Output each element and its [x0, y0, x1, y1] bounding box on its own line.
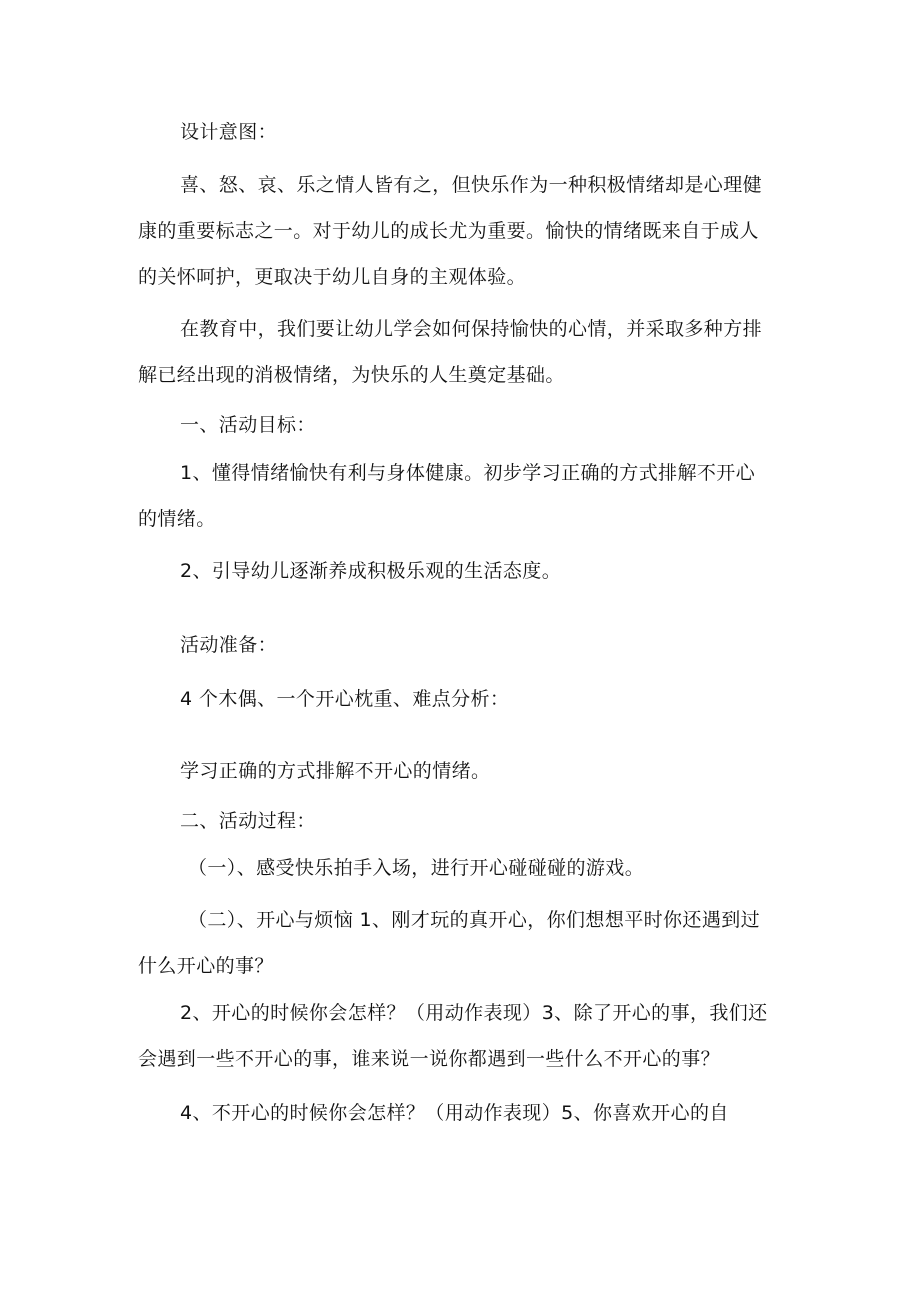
paragraph-line: 什么开心的事？: [138, 955, 274, 977]
paragraph-line: 的关怀呵护，更取决于幼儿自身的主观体验。: [138, 266, 527, 288]
section-heading: 活动准备：: [180, 634, 278, 656]
section-heading: 一、活动目标：: [180, 414, 316, 436]
paragraph-line: 在教育中，我们要让幼儿学会如何保持愉快的心情，并采取多种方排: [180, 318, 763, 340]
paragraph-line: 1、懂得情绪愉快有利与身体健康。初步学习正确的方式排解不开心: [180, 462, 756, 484]
paragraph-line: 会遇到一些不开心的事，谁来说一说你都遇到一些什么不开心的事？: [138, 1048, 721, 1070]
paragraph-line: 康的重要标志之一。对于幼儿的成长尤为重要。愉快的情绪既来自于成人: [138, 220, 759, 242]
paragraph-line: 4、不开心的时候你会怎样？（用动作表现）5、你喜欢开心的自: [180, 1102, 729, 1124]
paragraph-line: 的情绪。: [138, 508, 216, 530]
paragraph-line: 喜、怒、哀、乐之情人皆有之，但快乐作为一种积极情绪却是心理健: [180, 174, 763, 196]
design-intent-heading: 设计意图：: [180, 121, 278, 143]
paragraph-line: 解已经出现的消极情绪，为快乐的人生奠定基础。: [138, 364, 565, 386]
paragraph-line: 2、引导幼儿逐渐养成积极乐观的生活态度。: [180, 560, 562, 582]
paragraph-line: （二）、开心与烦恼 1、刚才玩的真开心，你们想想平时你还遇到过: [188, 909, 761, 931]
section-heading: 二、活动过程：: [180, 810, 316, 832]
paragraph-line: （一）、感受快乐拍手入场，进行开心碰碰碰的游戏。: [188, 857, 645, 879]
paragraph-line: 学习正确的方式排解不开心的情绪。: [180, 760, 491, 782]
paragraph-line: 4 个木偶、一个开心枕重、难点分析：: [180, 688, 510, 710]
paragraph-line: 2、开心的时候你会怎样？（用动作表现）3、除了开心的事，我们还: [180, 1002, 768, 1024]
